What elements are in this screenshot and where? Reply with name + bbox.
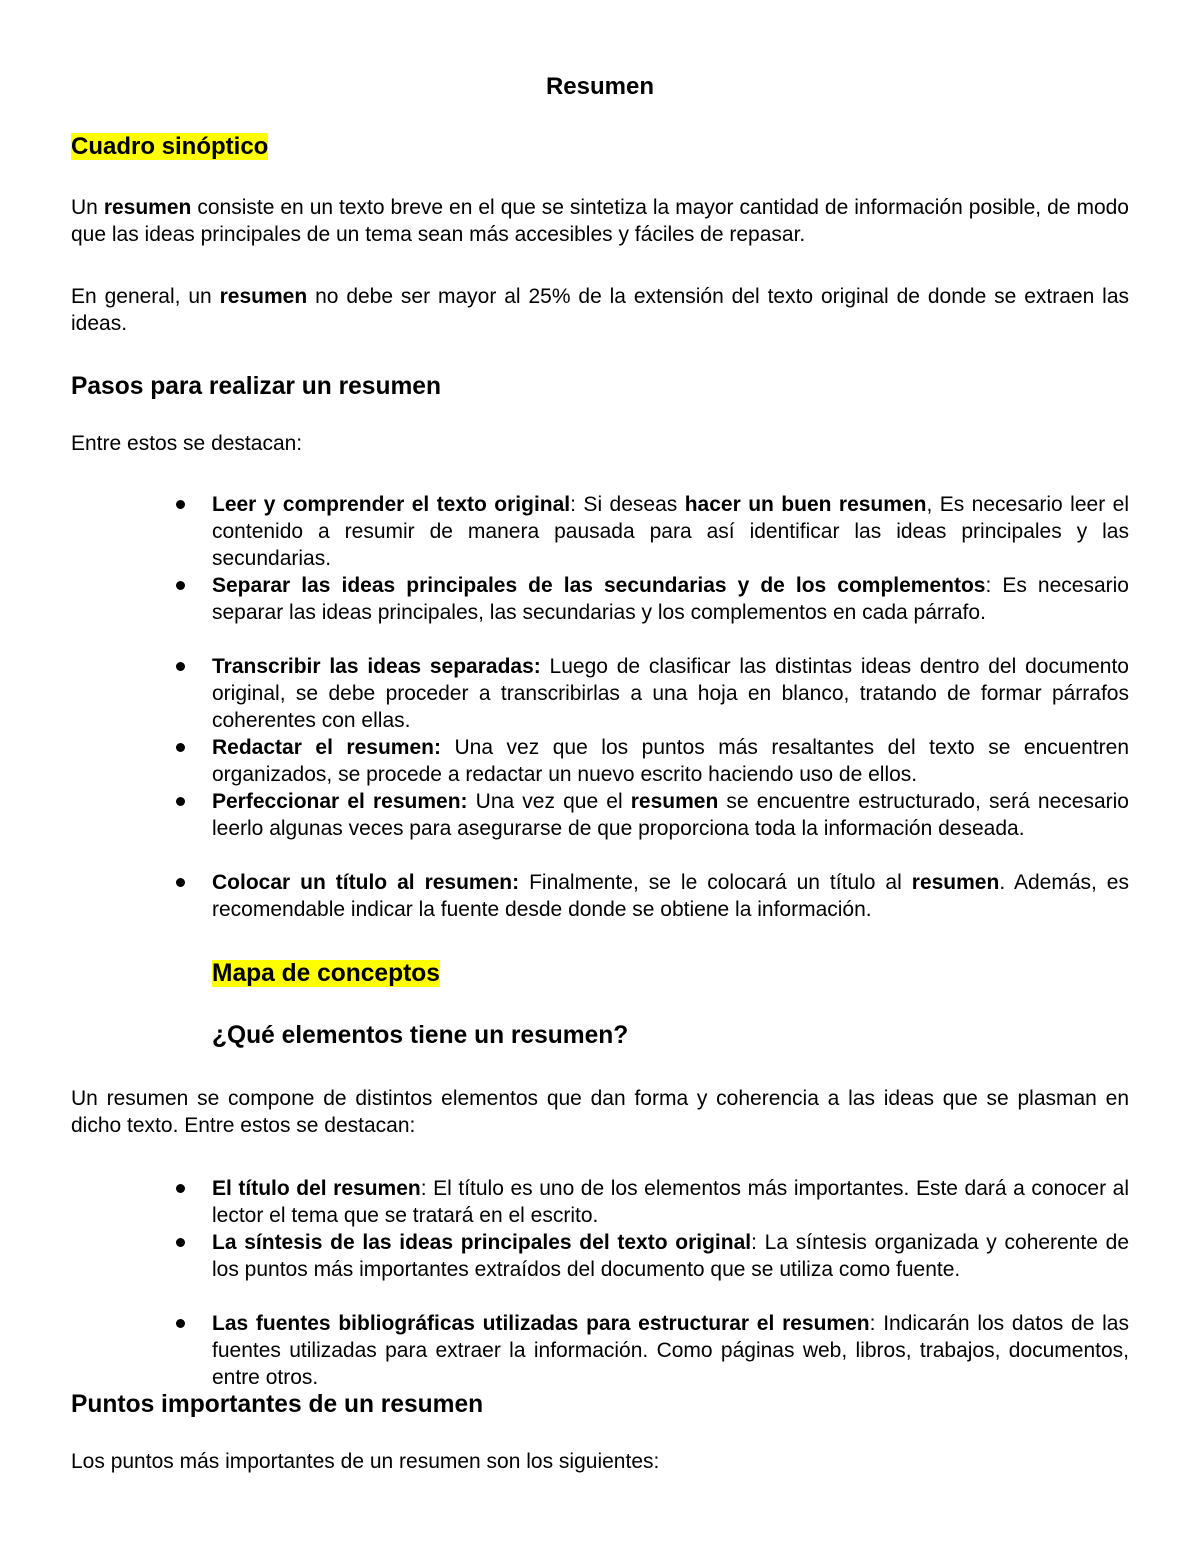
paragraph-length: En general, un resumen no debe ser mayor al 25% de la extensión del texto original de donde se extraen las ideas.: [71, 285, 1130, 335]
bullet-icon: [176, 1319, 185, 1328]
list-item: Separar las ideas principales de las secundarias y de los complementos: Es necesario separar las ideas principales, las secundarias y los complementos en cada párrafo.: [212, 572, 1129, 653]
heading-mapa-conceptos: Mapa de conceptos: [212, 960, 440, 987]
bullet-icon: [176, 743, 185, 752]
list-item: Las fuentes bibliográficas utilizadas para estructurar el resumen: Indicarán los datos de las fuentes utilizadas para extraer la información. Como páginas web, libros, trabajos, documentos, entre otros.: [212, 1310, 1129, 1391]
paragraph-definition: Un resumen consiste en un texto breve en el que se sintetiza la mayor cantidad de información posible, de modo que las ideas principales de un tema sean más accesibles y fáciles de repasar.: [71, 196, 1129, 246]
list-item: Perfeccionar el resumen: Una vez que el resumen se encuentre estructurado, será necesario leerlo algunas veces para asegurarse de que proporciona toda la información deseada.: [212, 788, 1129, 869]
paragraph-elements: Un resumen se compone de distintos elementos que dan forma y coherencia a las ideas que se plasman en dicho texto. Entre estos se destacan:: [71, 1087, 1129, 1137]
heading-pasos: Pasos para realizar un resumen: [71, 373, 441, 400]
steps-list: [212, 491, 1129, 923]
bullet-icon: [176, 581, 185, 590]
list-item: El título del resumen: El título es uno de los elementos más importantes. Este dará a conocer al lector el tema que se tratará en el escrito.: [212, 1175, 1129, 1229]
bullet-icon: [176, 878, 185, 887]
heading-puntos-importantes: Puntos importantes de un resumen: [71, 1391, 484, 1418]
bullet-icon: [176, 662, 185, 671]
list-item: Transcribir las ideas separadas: Luego de clasificar las distintas ideas dentro del documento original, se debe proceder a transcribirlas a una hoja en blanco, tratando de formar párrafos coherentes con ellas.: [212, 653, 1129, 734]
steps-intro: Entre estos se destacan:: [71, 432, 303, 455]
list-item: Redactar el resumen: Una vez que los puntos más resaltantes del texto se encuentren organizados, se procede a redactar un nuevo escrito haciendo uso de ellos.: [212, 734, 1129, 788]
list-item: Colocar un título al resumen: Finalmente, se le colocará un título al resumen. Además, es recomendable indicar la fuente desde donde se obtiene la información.: [212, 869, 1129, 923]
bullet-icon: [176, 500, 185, 509]
heading-question: ¿Qué elementos tiene un resumen?: [212, 1022, 629, 1049]
bullet-icon: [176, 1184, 185, 1193]
list-item: La síntesis de las ideas principales del texto original: La síntesis organizada y coherente de los puntos más importantes extraídos del documento que se utiliza como fuente.: [212, 1229, 1129, 1310]
elements-list: [212, 1175, 1129, 1391]
bullet-icon: [176, 1238, 185, 1247]
paragraph-puntos-intro: Los puntos más importantes de un resumen son los siguientes:: [71, 1450, 660, 1473]
document-title: Resumen: [545, 73, 655, 100]
bullet-icon: [176, 797, 185, 806]
heading-cuadro-sinoptico: Cuadro sinóptico: [71, 133, 269, 160]
list-item: Leer y comprender el texto original: Si deseas hacer un buen resumen, Es necesario leer el contenido a resumir de manera pausada para así identificar las ideas principales y las secundarias.: [212, 491, 1129, 572]
